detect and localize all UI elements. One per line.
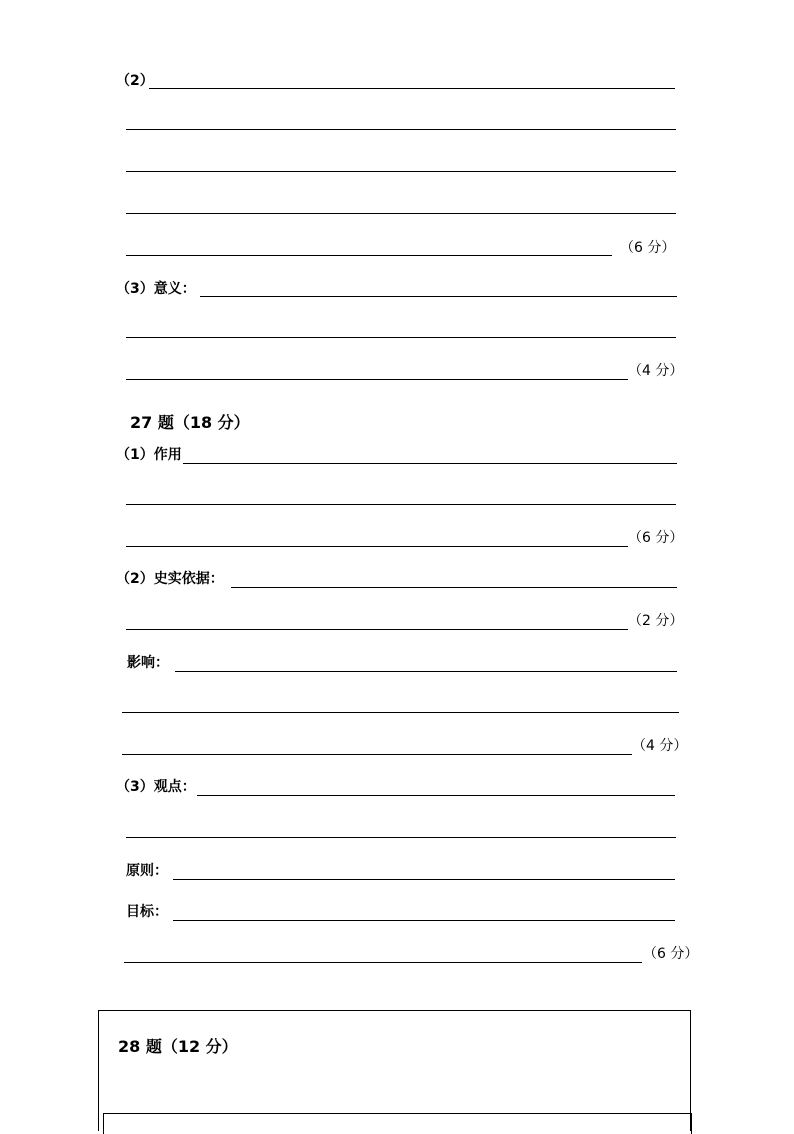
q28-title: 28 题（12 分） (118, 1037, 238, 1056)
answer-line[interactable] (183, 463, 677, 464)
q26-part2-score: （6 分） (620, 240, 676, 256)
q27-influence-score: （4 分） (632, 738, 688, 754)
q27-part1-score: （6 分） (628, 530, 684, 546)
answer-line[interactable] (126, 213, 676, 214)
answer-line[interactable] (126, 504, 676, 505)
q28-inner-box[interactable] (103, 1113, 692, 1134)
q27-goal-label: 目标： (126, 904, 168, 920)
answer-line[interactable] (122, 754, 632, 755)
q26-part3-score: （4 分） (628, 363, 684, 379)
answer-line[interactable] (126, 546, 628, 547)
answer-line[interactable] (124, 962, 642, 963)
q27-part2-label: （2）史实依据： (116, 571, 224, 587)
answer-line[interactable] (200, 296, 677, 297)
answer-line[interactable] (126, 255, 612, 256)
answer-line[interactable] (173, 920, 675, 921)
answer-line[interactable] (126, 129, 676, 130)
answer-line[interactable] (175, 671, 677, 672)
answer-line[interactable] (231, 587, 677, 588)
q27-principle-label: 原则： (126, 863, 168, 879)
answer-line[interactable] (126, 837, 676, 838)
q27-part2-score: （2 分） (628, 613, 684, 629)
q27-title: 27 题（18 分） (130, 413, 250, 432)
answer-line[interactable] (197, 795, 675, 796)
answer-line[interactable] (126, 379, 628, 380)
answer-line[interactable] (126, 629, 628, 630)
answer-line[interactable] (149, 88, 675, 89)
answer-line[interactable] (126, 337, 676, 338)
answer-line[interactable] (126, 171, 676, 172)
q26-part2-label: （2） (116, 73, 154, 89)
q26-part3-label: （3）意义： (116, 281, 196, 297)
answer-line[interactable] (122, 712, 679, 713)
q27-part1-label: （1）作用 (116, 447, 182, 463)
q27-part3-label: （3）观点： (116, 779, 196, 795)
q27-part3-score: （6 分） (643, 946, 699, 962)
q27-influence-label: 影响： (127, 655, 169, 671)
answer-line[interactable] (173, 879, 675, 880)
